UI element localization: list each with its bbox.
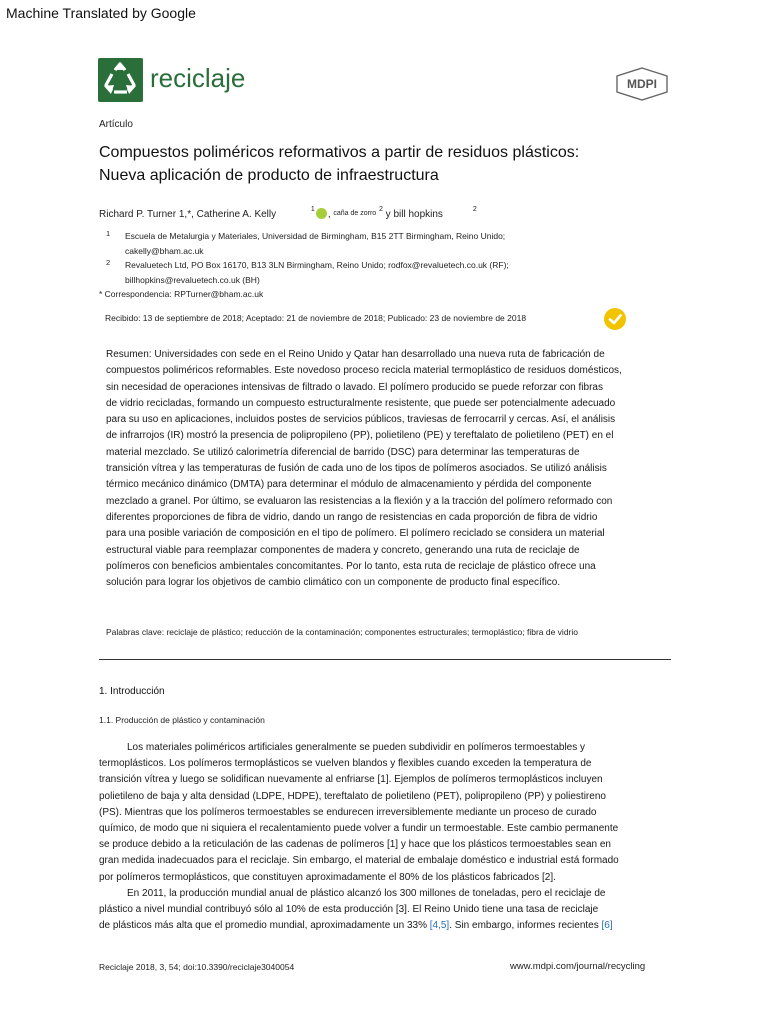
- author-affiliation-sup-2: 2: [378, 206, 383, 213]
- section-heading-introduction: 1. Introducción: [99, 686, 165, 697]
- body-line: (PS). Mientras que los polímeros termoestables se endurecen irreversiblemente mediante un proceso de curado: [99, 806, 597, 818]
- abstract-line: solución para lograr los objetivos de cambio climático con un componente de producto final específico.: [106, 577, 561, 589]
- affiliation-1: [99, 229, 659, 259]
- abstract-line: material mezclado. Se utilizó calorimetría diferencial de barrido (DSC) para determinar las temperaturas de: [106, 446, 580, 458]
- affiliation-number: 1: [106, 229, 111, 238]
- abstract-line: compuestos poliméricos reformables. Este novedoso proceso recicla material termoplástico de residuos domésticos,: [106, 365, 622, 377]
- body-line: polietileno de baja y alta densidad (LDPE, HDPE), tereftalato de polietileno (PET), polipropileno (PP) y poliestireno: [99, 790, 606, 802]
- orcid-icon[interactable]: [316, 208, 327, 219]
- abstract-line: de vidrio recicladas, formando un compuesto estructuralmente resistente, que puede ser potencialmente adecuado: [106, 397, 616, 409]
- body-line: por polímeros termoplásticos, que constituyen aproximadamente el 80% de los plásticos fabricados [2].: [99, 871, 556, 883]
- footer-citation: Reciclaje 2018, 3, 54; doi:10.3390/reciclaje3040054: [99, 962, 295, 972]
- body-line-text: . Sin embargo, informes recientes: [449, 920, 602, 932]
- correspondence: * Correspondencia: RPTurner@bham.ac.uk: [99, 289, 264, 299]
- body-line: gran medida inadecuados para el reciclaje. Sin embargo, el material de embalaje doméstico e industrial está formado: [99, 855, 619, 867]
- mdpi-logo-icon: [614, 67, 670, 101]
- keywords: Palabras clave: reciclaje de plástico; reducción de la contaminación; componentes estructurales; termoplástico; fibra de vidrio: [106, 627, 578, 637]
- author-separator: ,: [327, 209, 334, 220]
- abstract-line: estructural viable para reemplazar componentes de madera y concreto, generando una ruta de reciclaje de: [106, 544, 580, 556]
- author-names: Richard P. Turner 1,*, Catherine A. Kelly: [99, 209, 277, 220]
- affiliation-email[interactable]: billhopkins@revaluetech.co.uk (BH): [125, 275, 260, 285]
- affiliation-text: Revaluetech Ltd, PO Box 16170, B13 3LN Birmingham, Reino Unido; rodfox@revaluetech.co.uk (RF);: [125, 260, 509, 270]
- body-line: plástico a nivel mundial contribuyó sólo al 10% de esta producción [3]. El Reino Unido tiene una tasa de reciclaje: [99, 904, 599, 916]
- paper-title-line-1: Compuestos poliméricos reformativos a partir de residuos plásticos:: [99, 144, 580, 161]
- abstract-line: polímeros con beneficios ambientales concomitantes. Por lo tanto, esta ruta de reciclaje de plástico ofrece una: [106, 560, 596, 572]
- mdpi-logo-text: MDPI: [627, 77, 657, 91]
- author-affiliation-sup-3: 2: [472, 206, 477, 213]
- body-line-text: de plásticos más alta que el promedio mundial, aproximadamente un 33%: [99, 920, 430, 932]
- affiliation-text: Escuela de Metalurgia y Materiales, Universidad de Birmingham, B15 2TT Birmingham, Reino Unido;: [125, 231, 506, 241]
- affiliation-number: 2: [106, 258, 111, 267]
- body-line: se produce debido a la reticulación de las cadenas de polímeros [1] y hace que los plásticos termoestables sean en: [99, 839, 611, 851]
- abstract-line: sin necesidad de operaciones intensivas de filtrado o lavado. El polímero producido se puede reforzar con fibras: [106, 381, 603, 393]
- article-type: Artículo: [99, 119, 133, 130]
- subsection-heading: 1.1. Producción de plástico y contaminación: [99, 715, 265, 725]
- abstract-line: térmico mecánico dinámico (DMTA) para determinar el módulo de almacenamiento y pérdida del componente: [106, 479, 592, 491]
- body-line: En 2011, la producción mundial anual de plástico alcanzó los 300 millones de toneladas, pero el reciclaje de: [127, 887, 606, 899]
- author-small-name: caña de zorro: [333, 210, 377, 217]
- body-line: químico, de modo que ni siquiera el recalentamiento puede volver a fundir un termoestable. Este cambio permanente: [99, 823, 619, 835]
- affiliation-email[interactable]: cakelly@bham.ac.uk: [125, 246, 204, 256]
- abstract-line: diferentes proporciones de fibra de vidrio, dando un rango de resistencias en cada proporción de fibra de vidrio: [106, 511, 598, 523]
- abstract-line: para su uso en aplicaciones, incluidos postes de servicios públicos, traviesas de ferrocarril y cercas. Así, el análisis: [106, 414, 616, 426]
- author-list: [99, 206, 477, 220]
- body-text: [99, 740, 679, 934]
- citation-link[interactable]: [4,5]: [429, 920, 450, 932]
- affiliation-2: [99, 258, 659, 288]
- section-divider: [99, 659, 671, 660]
- citation-link[interactable]: [6]: [601, 920, 613, 932]
- body-line: transición vítrea y luego se solidifican nuevamente al enfriarse [1]. Ejemplos de polímeros termoplásticos incluyen: [99, 774, 603, 786]
- abstract: [106, 347, 672, 591]
- author-last: y bill hopkins: [382, 209, 443, 220]
- abstract-line: mezclado a granel. Por último, se evaluaron las resistencias a la flexión y a la tracción del polímero reformado con: [106, 495, 613, 507]
- body-line: Los materiales poliméricos artificiales generalmente se pueden subdividir en polímeros termoestables y: [127, 742, 586, 753]
- check-for-updates-icon[interactable]: [604, 308, 626, 330]
- machine-translation-banner: Machine Translated by Google: [6, 5, 196, 21]
- author-affiliation-sup-1: 1: [310, 206, 315, 213]
- abstract-line: para una posible variación de composición en el tipo de polímero. El polímero reciclado se considera un material: [106, 528, 605, 540]
- journal-name: reciclaje: [150, 63, 246, 93]
- paper-title-line-2: Nueva aplicación de producto de infraestructura: [99, 167, 439, 184]
- paper-title: [99, 141, 659, 187]
- abstract-line: de infrarrojos (IR) mostró la presencia de polipropileno (PP), polietileno (PE) y tereftalato de polietileno (PET) en el: [106, 430, 614, 442]
- abstract-line: Resumen: Universidades con sede en el Reino Unido y Qatar han desarrollado una nueva ruta de fabricación de: [106, 349, 605, 360]
- footer-journal-url[interactable]: www.mdpi.com/journal/recycling: [510, 961, 646, 972]
- publication-dates: Recibido: 13 de septiembre de 2018; Aceptado: 21 de noviembre de 2018; Publicado: 23 de noviembre de 2018: [105, 313, 527, 323]
- abstract-line: transición vítrea y las temperaturas de fusión de cada uno de los tipos de polímeros asociados. Se utilizó análisis: [106, 463, 607, 475]
- body-line: termoplásticos. Los polímeros termoplásticos se vuelven blandos y flexibles cuando exceden la temperatura de: [99, 758, 592, 770]
- body-line: [99, 918, 679, 934]
- recycling-logo-icon: [98, 58, 143, 102]
